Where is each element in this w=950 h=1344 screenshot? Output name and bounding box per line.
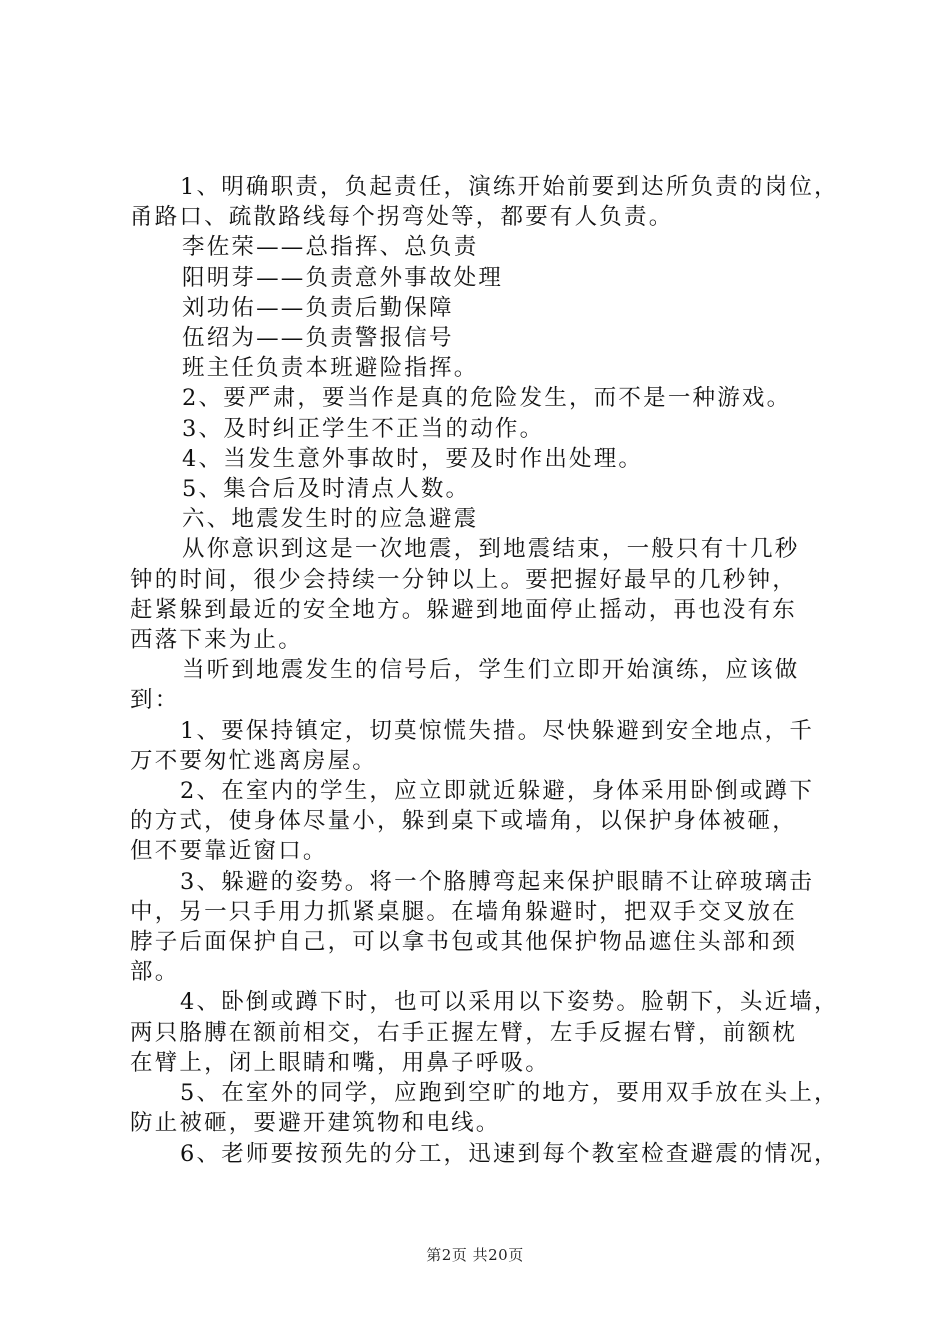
text-line: 1、要保持镇定，切莫惊慌失措。尽快躲避到安全地点，千 [180, 717, 815, 744]
text-line: 2、在室内的学生，应立即就近躲避，身体采用卧倒或蹲下 [180, 778, 815, 805]
text-line: 李佐荣——总指挥、总负责 [182, 234, 479, 261]
text-line: 六、地震发生时的应急避震 [182, 506, 479, 533]
document-body [130, 172, 850, 1169]
text-line: 但不要靠近窗口。 [130, 838, 328, 865]
text-line: 当听到地震发生的信号后，学生们立即开始演练，应该做 [182, 657, 800, 684]
page-footer: 第2页 共20页 [426, 1246, 524, 1264]
text-line: 1、明确职责，负起责任，演练开始前要到达所负责的岗位， [180, 174, 839, 200]
text-line: 6、老师要按预先的分工，迅速到每个教室检查避震的情况， [180, 1140, 839, 1167]
text-line: 刘功佑——负责后勤保障 [182, 294, 454, 321]
text-line: 3、及时纠正学生不正当的动作。 [182, 415, 545, 442]
text-line: 的方式，使身体尽量小，躲到桌下或墙角，以保护身体被砸， [130, 808, 797, 835]
text-line: 钟的时间，很少会持续一分钟以上。要把握好最早的几秒钟， [130, 566, 797, 593]
text-line: 两只胳膊在额前相交，右手正握左臂，左手反握右臂，前额枕 [130, 1019, 797, 1046]
text-line: 伍绍为——负责警报信号 [182, 325, 454, 352]
text-line: 从你意识到这是一次地震，到地震结束，一般只有十几秒 [182, 536, 800, 563]
text-line: 部。 [130, 959, 180, 986]
text-line: 赶紧躲到最近的安全地方。躲避到地面停止摇动，再也没有东 [130, 596, 797, 623]
text-line: 4、当发生意外事故时，要及时作出处理。 [182, 445, 644, 472]
text-line: 防止被砸，要避开建筑物和电线。 [130, 1110, 501, 1137]
text-line: 阳明芽——负责意外事故处理 [182, 264, 504, 291]
text-line: 甬路口、疏散路线每个拐弯处等，都要有人负责。 [130, 204, 674, 231]
text-line: 3、躲避的姿势。将一个胳膊弯起来保护眼睛不让碎玻璃击 [180, 868, 815, 895]
text-line: 到： [130, 687, 180, 714]
text-line: 脖子后面保护自己，可以拿书包或其他保护物品遮住头部和颈 [130, 929, 797, 956]
text-line: 4、卧倒或蹲下时，也可以采用以下姿势。脸朝下，头近墙， [180, 989, 839, 1016]
text-line: 5、在室外的同学，应跑到空旷的地方，要用双手放在头上， [180, 1080, 839, 1107]
text-line: 中，另一只手用力抓紧桌腿。在墙角躲避时，把双手交叉放在 [130, 898, 797, 925]
text-line: 2、要严肃，要当作是真的危险发生，而不是一种游戏。 [182, 385, 792, 412]
text-line: 5、集合后及时清点人数。 [182, 476, 471, 503]
text-line: 班主任负责本班避险指挥。 [182, 355, 479, 382]
text-line: 在臂上，闭上眼睛和嘴，用鼻子呼吸。 [130, 1049, 550, 1076]
text-line: 西落下来为止。 [130, 627, 303, 654]
text-line: 万不要匆忙逃离房屋。 [130, 747, 378, 774]
